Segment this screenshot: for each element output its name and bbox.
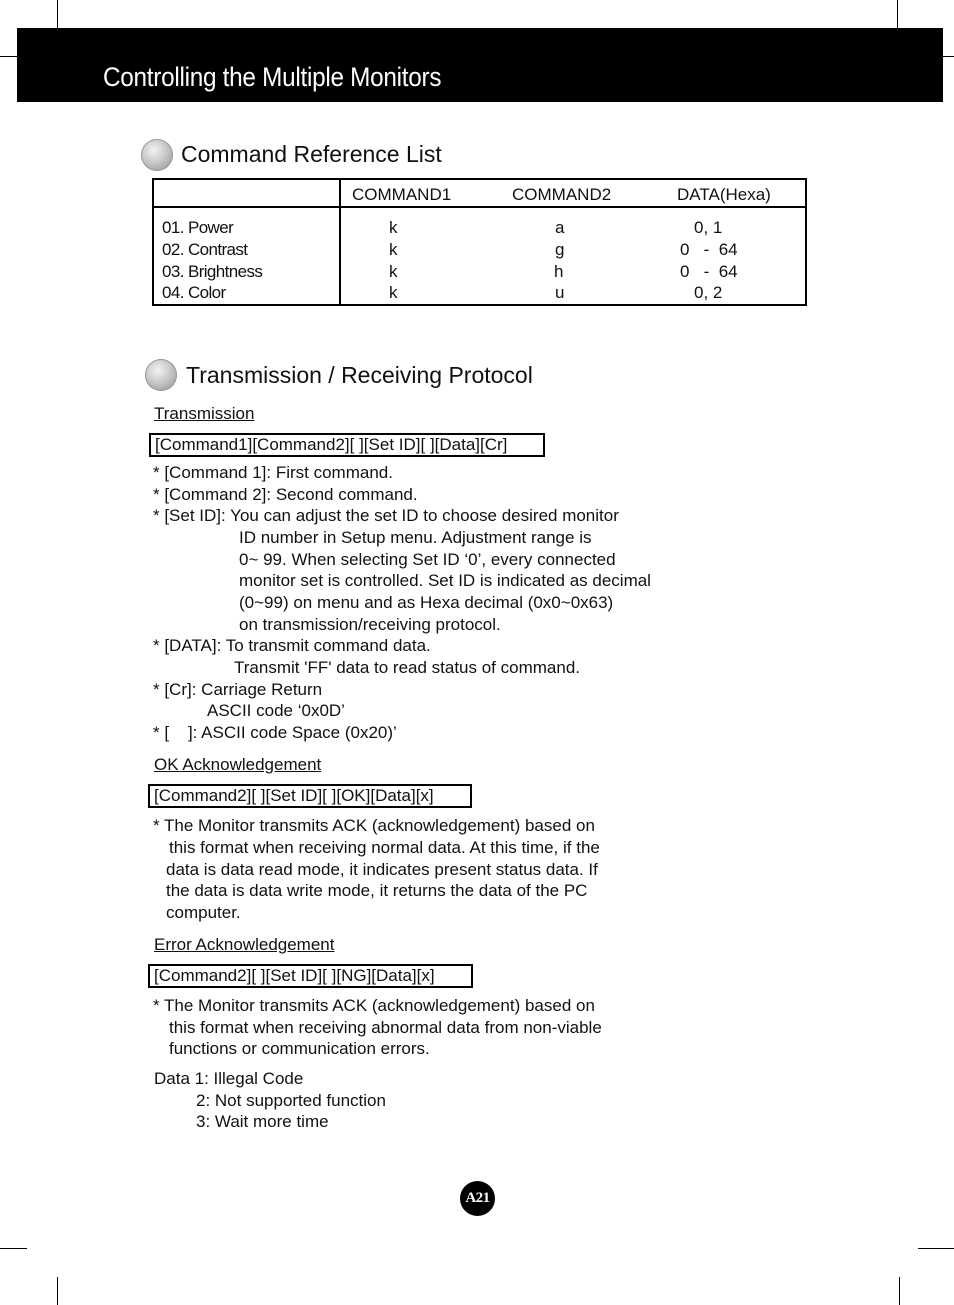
transmission-text-line: * [Cr]: Carriage Return	[153, 680, 323, 699]
transmission-text-line: * [Command 2]: Second command.	[153, 485, 418, 504]
transmission-text-line: 0~ 99. When selecting Set ID ‘0’, every connected	[239, 550, 616, 569]
ok-text-line: data is data read mode, it indicates present status data. If	[166, 860, 598, 879]
transmission-text-line: monitor set is controlled. Set ID is indicated as decimal	[239, 571, 651, 590]
crop-mark	[57, 0, 58, 28]
table-cell-data: 0 - 64	[680, 240, 738, 259]
table-cell-data: 0, 1	[694, 218, 723, 237]
transmission-text-line: * [Command 1]: First command.	[153, 463, 393, 482]
table-cell-name: 01. Power	[162, 218, 234, 237]
crop-mark	[0, 1248, 27, 1249]
ok-text-line: this format when receiving normal data. At this time, if the	[169, 838, 600, 857]
table-cell-command1: k	[389, 218, 398, 237]
transmission-text-line: ID number in Setup menu. Adjustment range is	[239, 528, 592, 547]
table-cell-name: 03. Brightness	[162, 262, 263, 281]
crop-mark	[899, 1277, 900, 1305]
transmission-heading: Transmission	[154, 404, 255, 423]
section-bullet-icon	[141, 139, 173, 171]
page-number-badge: A21	[460, 1181, 495, 1216]
error-code-line: 3: Wait more time	[196, 1112, 329, 1131]
page-title: Controlling the Multiple Monitors	[103, 62, 442, 92]
table-cell-command1: k	[389, 262, 398, 281]
ok-text-line: the data is data write mode, it returns the data of the PC	[166, 881, 588, 900]
transmission-text-line: ASCII code ‘0x0D’	[207, 701, 345, 720]
error-acknowledgement-heading: Error Acknowledgement	[154, 935, 335, 954]
table-divider	[339, 180, 341, 304]
transmission-text-line: * [ ]: ASCII code Space (0x20)’	[153, 723, 397, 742]
crop-mark	[918, 1248, 954, 1249]
transmission-text-line: * [DATA]: To transmit command data.	[153, 636, 431, 655]
table-cell-data: 0 - 64	[680, 262, 738, 281]
crop-mark	[0, 56, 17, 57]
section-title-command-reference: Command Reference List	[181, 141, 442, 167]
table-divider	[154, 206, 805, 208]
error-code-line: Data 1: Illegal Code	[154, 1069, 304, 1088]
table-cell-command2: g	[555, 240, 565, 259]
transmission-text-line: * [Set ID]: You can adjust the set ID to choose desired monitor	[153, 506, 619, 525]
section-title-protocol: Transmission / Receiving Protocol	[186, 362, 533, 388]
error-text-line: functions or communication errors.	[169, 1039, 430, 1058]
table-cell-command1: k	[389, 283, 398, 302]
transmission-text-line: (0~99) on menu and as Hexa decimal (0x0~0x63)	[239, 593, 614, 612]
table-header-command1: COMMAND1	[352, 185, 452, 204]
transmission-text-line: on transmission/receiving protocol.	[239, 615, 501, 634]
error-code-line: 2: Not supported function	[196, 1091, 386, 1110]
ok-text-line: * The Monitor transmits ACK (acknowledgement) based on	[153, 816, 595, 835]
table-header-command2: COMMAND2	[512, 185, 612, 204]
ok-acknowledgement-heading: OK Acknowledgement	[154, 755, 322, 774]
table-cell-name: 02. Contrast	[162, 240, 248, 259]
transmission-format-box: [Command1][Command2][ ][Set ID][ ][Data][Cr]	[149, 433, 545, 457]
transmission-text-line: Transmit 'FF' data to read status of command.	[234, 658, 580, 677]
command-reference-table	[152, 178, 807, 306]
crop-mark	[943, 56, 954, 57]
table-cell-command2: u	[555, 283, 565, 302]
table-cell-command2: a	[555, 218, 565, 237]
table-cell-data: 0, 2	[694, 283, 723, 302]
crop-mark	[897, 0, 898, 28]
ok-format-box: [Command2][ ][Set ID][ ][OK][Data][x]	[148, 784, 472, 808]
error-text-line: * The Monitor transmits ACK (acknowledgement) based on	[153, 996, 595, 1015]
section-bullet-icon	[145, 359, 177, 391]
error-text-line: this format when receiving abnormal data from non-viable	[169, 1018, 602, 1037]
table-cell-name: 04. Color	[162, 283, 226, 302]
error-format-box: [Command2][ ][Set ID][ ][NG][Data][x]	[148, 964, 473, 988]
table-header-data: DATA(Hexa)	[677, 185, 771, 204]
ok-text-line: computer.	[166, 903, 241, 922]
crop-mark	[57, 1277, 58, 1305]
table-cell-command2: h	[554, 262, 564, 281]
table-cell-command1: k	[389, 240, 398, 259]
